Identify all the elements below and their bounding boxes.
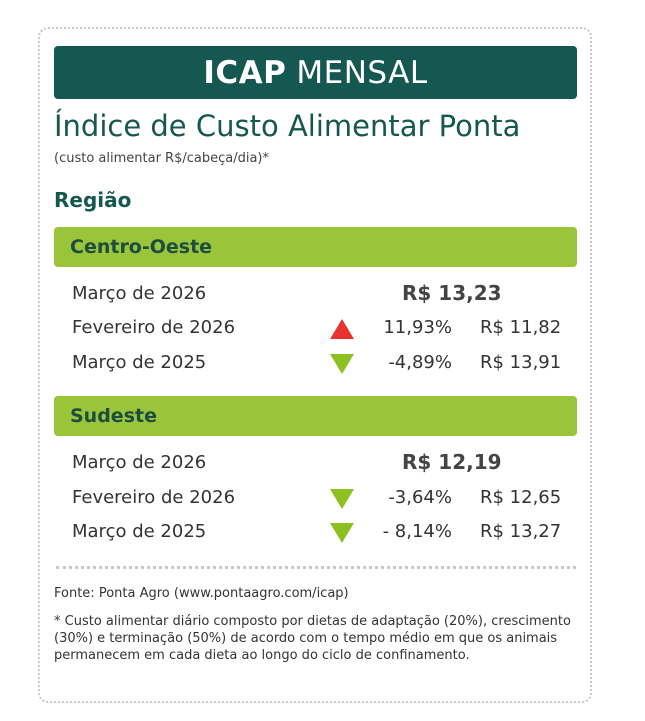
comparison-row xyxy=(72,521,572,549)
pct-change: 11,93% xyxy=(383,317,452,338)
prior-value: R$ 13,27 xyxy=(480,521,562,542)
row-label: Março de 2026 xyxy=(72,283,207,304)
row-label: Março de 2025 xyxy=(72,352,207,373)
prior-value: R$ 13,91 xyxy=(480,352,562,373)
title-banner xyxy=(54,46,577,99)
unit-note: (custo alimentar R$/cabeça/dia)* xyxy=(54,151,269,166)
pct-change: -3,64% xyxy=(388,487,452,508)
row-label: Março de 2026 xyxy=(72,452,207,473)
row-label: Fevereiro de 2026 xyxy=(72,317,236,338)
current-value: R$ 13,23 xyxy=(402,281,502,305)
current-value: R$ 12,19 xyxy=(402,450,502,474)
row-label: Fevereiro de 2026 xyxy=(72,487,236,508)
footnote: * Custo alimentar diário composto por dietas de adaptação (20%), crescimento (30%) e terminação (50%) de acordo com o tempo médio em que os animais permanecem em cada dieta ao longo do ciclo de confinamento. xyxy=(54,614,571,663)
page-subtitle: Índice de Custo Alimentar Ponta xyxy=(54,109,521,143)
comparison-row xyxy=(72,487,572,515)
down-arrow-icon xyxy=(330,489,354,509)
row-label: Março de 2025 xyxy=(72,521,207,542)
down-arrow-icon xyxy=(330,523,354,543)
region-bar-centro-oeste: Centro-Oeste xyxy=(54,227,577,267)
pct-change: -4,89% xyxy=(388,352,452,373)
banner-bold: ICAP xyxy=(203,54,287,91)
source-note: Fonte: Ponta Agro (www.pontaagro.com/icap) xyxy=(54,586,349,601)
region-heading: Região xyxy=(54,188,132,212)
up-arrow-icon xyxy=(330,319,354,339)
current-row xyxy=(72,283,572,311)
banner-rest: MENSAL xyxy=(296,54,428,91)
prior-value: R$ 11,82 xyxy=(480,317,562,338)
pct-change: - 8,14% xyxy=(382,521,452,542)
current-row xyxy=(72,452,572,480)
comparison-row xyxy=(72,317,572,345)
prior-value: R$ 12,65 xyxy=(480,487,562,508)
comparison-row xyxy=(72,352,572,380)
down-arrow-icon xyxy=(330,354,354,374)
region-bar-sudeste: Sudeste xyxy=(54,396,577,436)
divider xyxy=(56,566,576,569)
